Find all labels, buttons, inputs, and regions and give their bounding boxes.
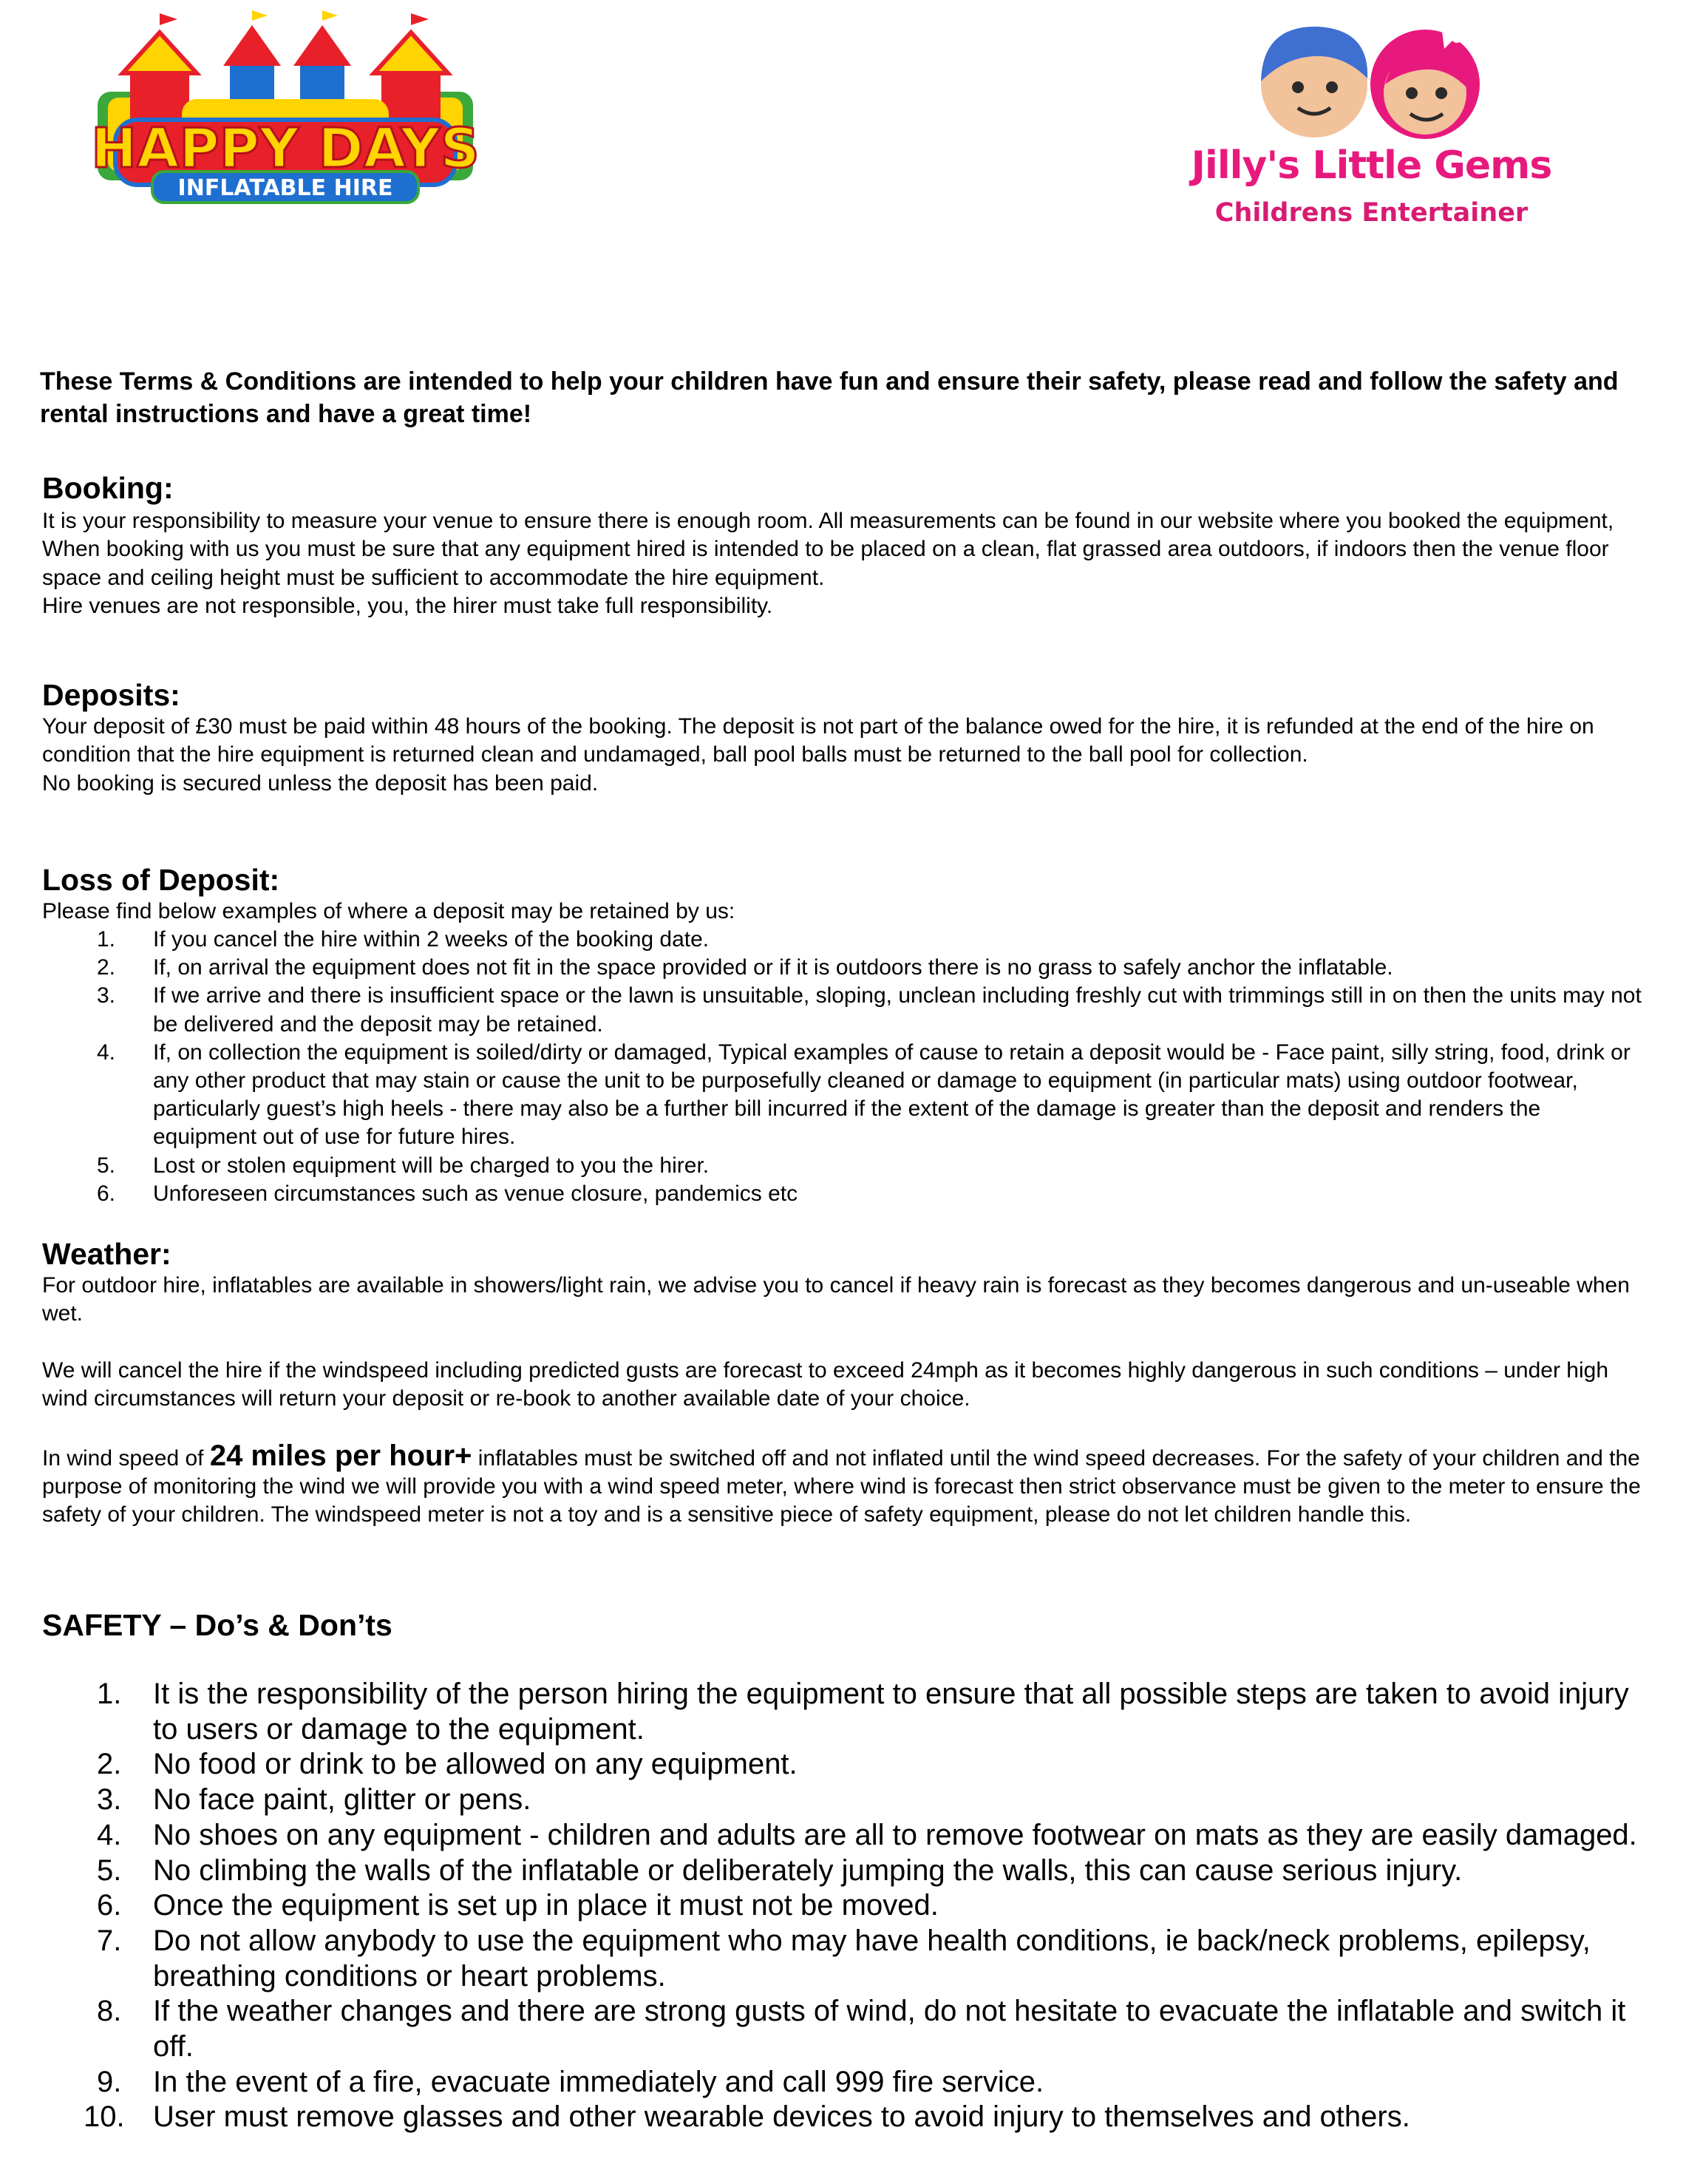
list-text: If you cancel the hire within 2 weeks of the booking date.: [153, 927, 710, 952]
list-item: [42, 1818, 1646, 1854]
list-text: In the event of a fire, evacuate immediately and call 999 fire service.: [153, 2065, 1044, 2098]
weather-text-3: [42, 1439, 1646, 1530]
list-text: It is the responsibility of the person hiring the equipment to ensure that all possible steps are taken to avoid injury to users or damage to the equipment.: [153, 1678, 1629, 1746]
list-number: 9.: [97, 2065, 122, 2098]
list-text: Once the equipment is set up in place it must not be moved.: [153, 1889, 939, 1922]
list-item: [42, 2100, 1646, 2135]
list-text: Lost or stolen equipment will be charged to you the hirer.: [153, 1153, 710, 1178]
loss-of-deposit-list: [42, 926, 1646, 1208]
list-item: [42, 1039, 1646, 1152]
safety-list: [42, 1677, 1646, 2135]
list-number: 4.: [97, 1040, 116, 1065]
jillys-title: Jilly's Little Gems: [1191, 143, 1552, 188]
list-number: 1.: [97, 927, 116, 952]
bouncy-castle-icon: [93, 10, 477, 210]
list-text: If, on collection the equipment is soiled/dirty or damaged, Typical examples of cause to retain a deposit would be - Face paint, silly string, food, drink or any other product that may stain or cause the unit to be purposefully cleaned or damage to equipment (in particular mats) using outdoor footwear, particularly guest’s high heels - there may also be a further bill incurred if the extent of the damage is greater than the deposit and renders the equipment out of use for future hires.: [153, 1040, 1631, 1150]
list-number: 2.: [97, 1748, 122, 1781]
weather-text-3-post: inflatables must be switched off and not inflated until the wind speed decreases. For the safety of your children and the purpose of monitoring the wind we will provide you with a wind speed meter, where wind is forecast then strict observance must be given to the meter to ensure the safety of your children. The windspeed meter is not a toy and is a sensitive piece of safety equipment, please do not let children handle this.: [42, 1445, 1641, 1527]
intro-text: These Terms & Conditions are intended to help your children have fun and ensure their safety, please read and follow the safety and rental instructions and have a great time!: [40, 367, 1619, 428]
weather-text-2: We will cancel the hire if the windspeed including predicted gusts are forecast to exceed 24mph as it becomes highly dangerous in such conditions – under high wind circumstances will return your deposit or re-book to another available date of your choice.: [42, 1357, 1609, 1411]
list-number: 4.: [97, 1818, 122, 1851]
weather-text-1: For outdoor hire, inflatables are available in showers/light rain, we advise you to cancel if heavy rain is forecast as they becomes dangerous and un-useable when wet.: [42, 1273, 1630, 1326]
list-item: [42, 2065, 1646, 2100]
children-faces-icon: [1166, 10, 1577, 143]
list-number: 5.: [97, 1854, 122, 1887]
weather-body: [42, 1272, 1646, 1530]
wind-speed-limit: 24 miles per hour+: [209, 1439, 472, 1472]
list-text: No climbing the walls of the inflatable or deliberately jumping the walls, this can cause serious injury.: [153, 1854, 1463, 1887]
list-item: [42, 926, 1646, 954]
list-number: 2.: [97, 955, 116, 980]
list-number: 6.: [97, 1181, 116, 1206]
loss-of-deposit-heading: Loss of Deposit:: [42, 863, 280, 897]
deposits-text-1: Your deposit of £30 must be paid within 48 hours of the booking. The deposit is not part of the balance owed for the hire, it is refunded at the end of the hire on condition that the hire equipment is returned clean and undamaged, ball pool balls must be returned to the ball pool for collection.: [42, 714, 1594, 767]
list-number: 3.: [97, 983, 116, 1008]
booking-text-2: Hire venues are not responsible, you, the hirer must take full responsibility.: [42, 594, 773, 619]
list-text: Do not allow anybody to use the equipment who may have health conditions, ie back/neck problems, epilepsy, breathing conditions or heart problems.: [153, 1924, 1591, 1993]
list-number: 3.: [97, 1783, 122, 1817]
deposits-text-2: No booking is secured unless the deposit has been paid.: [42, 770, 599, 796]
list-text: User must remove glasses and other wearable devices to avoid injury to themselves and others.: [153, 2100, 1410, 2134]
safety-heading: SAFETY – Do’s & Don’ts: [42, 1608, 392, 1642]
deposits-body: [42, 713, 1646, 798]
jillys-little-gems-logo: [1166, 10, 1577, 228]
list-item: [42, 1994, 1646, 2064]
list-number: 10.: [84, 2100, 125, 2134]
list-text: If we arrive and there is insufficient space or the lawn is unsuitable, sloping, unclean including freshly cut with trimmings still in on then the units may not be delivered and the deposit may be retained.: [153, 983, 1642, 1037]
happy-days-logo: [93, 10, 477, 210]
list-item: [42, 1854, 1646, 1889]
happy-days-subtitle: INFLATABLE HIRE: [177, 175, 393, 201]
happy-days-title: HAPPY DAYS: [93, 117, 477, 180]
list-item: [42, 1180, 1646, 1208]
list-text: No shoes on any equipment - children and adults are all to remove footwear on mats as they are easily damaged.: [153, 1818, 1637, 1851]
jillys-subtitle: Childrens Entertainer: [1214, 198, 1529, 228]
list-text: If, on arrival the equipment does not fit in the space provided or if it is outdoors there is no grass to safely anchor the inflatable.: [153, 955, 1393, 980]
booking-heading: Booking:: [42, 471, 174, 505]
list-item: [42, 1783, 1646, 1818]
list-number: 8.: [97, 1995, 122, 2028]
loss-of-deposit-intro: Please find below examples of where a deposit may be retained by us:: [42, 899, 735, 923]
list-item: [42, 1747, 1646, 1783]
weather-heading: Weather:: [42, 1237, 171, 1271]
list-text: Unforeseen circumstances such as venue closure, pandemics etc: [153, 1181, 798, 1206]
booking-body: [42, 507, 1646, 621]
list-item: [42, 1924, 1646, 1994]
list-text: If the weather changes and there are strong gusts of wind, do not hesitate to evacuate the inflatable and switch it off.: [153, 1995, 1626, 2063]
list-number: 5.: [97, 1153, 116, 1178]
list-item: [42, 982, 1646, 1038]
list-item: [42, 1888, 1646, 1924]
list-text: No face paint, glitter or pens.: [153, 1783, 531, 1817]
list-item: [42, 954, 1646, 982]
list-number: 6.: [97, 1889, 122, 1922]
list-item: [42, 1152, 1646, 1180]
list-number: 1.: [97, 1678, 122, 1710]
list-number: 7.: [97, 1924, 122, 1957]
deposits-heading: Deposits:: [42, 678, 180, 712]
weather-text-3-pre: In wind speed of: [42, 1445, 210, 1471]
list-item: [42, 1677, 1646, 1747]
list-text: No food or drink to be allowed on any equipment.: [153, 1748, 798, 1781]
booking-text-1: It is your responsibility to measure your venue to ensure there is enough room. All measurements can be found in our website where you booked the equipment, When booking with us you must be sure that any equipment hired is intended to be placed on a clean, flat grassed area outdoors, if indoors then the venue floor space and ceiling height must be sufficient to accommodate the hire equipment.: [42, 509, 1614, 590]
